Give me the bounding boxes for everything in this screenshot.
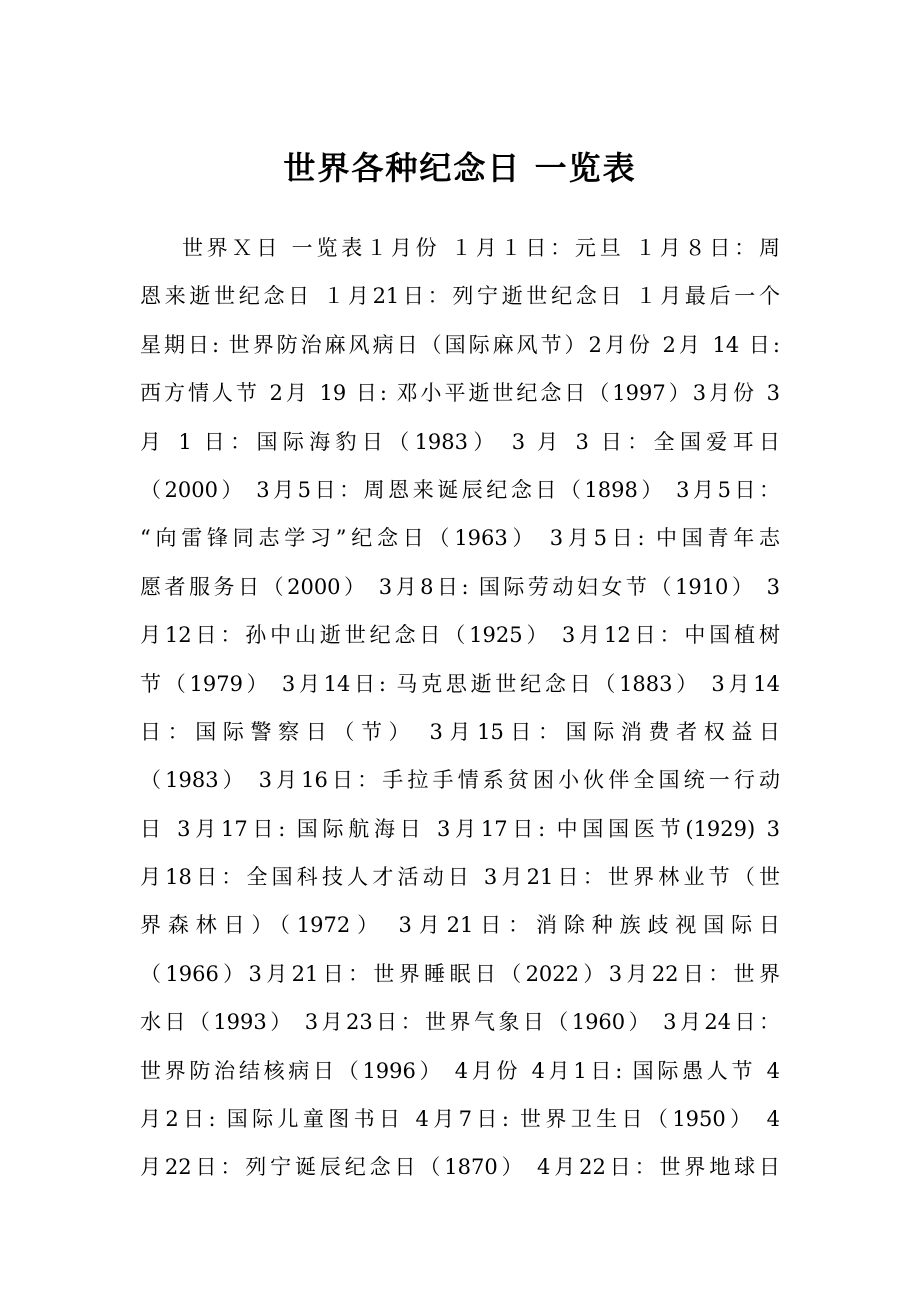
text-line: 节（1979） 3月14日: 马克思逝世纪念日（1883） 3月14 — [140, 671, 780, 696]
text-line: （1983） 3月16日：手拉手情系贫困小伙伴全国统一行动 — [140, 768, 780, 793]
document-body — [140, 224, 780, 1192]
text-line: 日 3月17日: 国际航海日 3月17日: 中国国医节(1929) 3 — [140, 816, 780, 841]
text-line: 西方情人节 2月 19 日: 邓小平逝世纪念日（1997）3月份 3 — [140, 381, 780, 406]
text-line: 星期日: 世界防治麻风病日（国际麻风节）2月份 2月 14 日: — [140, 332, 780, 357]
text-line: （2000） 3月5日：周恩来诞辰纪念日（1898） 3月5日： — [140, 477, 780, 502]
text-line: 月 1 日：国际海豹日（1983） 3 月 3 日：全国爱耳日 — [140, 429, 780, 454]
text-line: 日：国际警察日（节） 3月15日：国际消费者权益日 — [140, 719, 780, 744]
text-line: 月22日：列宁诞辰纪念日（1870） 4月22日：世界地球日 — [140, 1155, 780, 1180]
text-line: 世界防治结核病日（1996） 4月份 4月1日: 国际愚人节 4 — [140, 1058, 780, 1083]
text-line: 愿者服务日（2000） 3月8日: 国际劳动妇女节（1910） 3 — [140, 574, 780, 599]
text-line: 月12日：孙中山逝世纪念日（1925） 3月12日：中国植树 — [140, 623, 780, 648]
text-line: 月18日：全国科技人才活动日 3月21日：世界林业节（世 — [140, 865, 780, 890]
text-line: 世界Ｘ日 一览表１月份 １月１日：元旦 １月８日：周 — [182, 236, 780, 260]
text-line: 水日（1993） 3月23日：世界气象日（1960） 3月24日： — [140, 1010, 780, 1035]
text-line: 界森林日）（1972） 3月21日：消除种族歧视国际日 — [140, 913, 780, 938]
text-line: 月2日: 国际儿童图书日 4月7日: 世界卫生日（1950） 4 — [140, 1107, 780, 1132]
text-line: “向雷锋同志学习”纪念日（1963） 3月5日: 中国青年志 — [140, 526, 780, 551]
text-line: 恩来逝世纪念日 １月21日：列宁逝世纪念日 １月最后一个 — [140, 284, 780, 309]
page-title: 世界各种纪念日 一览表 — [283, 149, 637, 187]
text-line: （1966）3月21日：世界睡眠日（2022）3月22日：世界 — [140, 961, 780, 986]
